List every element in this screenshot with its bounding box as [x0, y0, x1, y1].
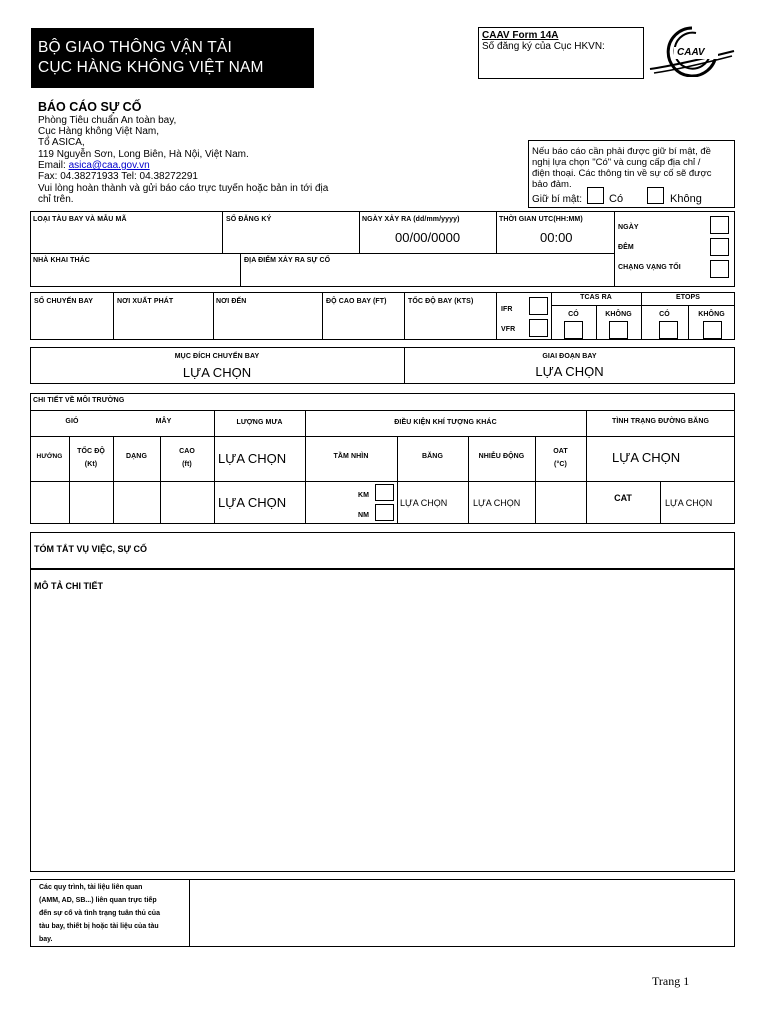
visibility-nm-checkbox[interactable] — [375, 504, 394, 521]
registration-label: Số đăng ký của Cục HKVN: — [482, 41, 605, 52]
email-line — [38, 161, 150, 172]
wind-label: GIÓ — [65, 418, 79, 425]
references-line-2: (AMM, AD, SB...) liên quan trực tiếp — [39, 897, 157, 904]
cloud-label: MÂY — [155, 418, 172, 425]
detail-description-box[interactable] — [30, 569, 735, 872]
day-label: NGÀY — [618, 224, 639, 231]
tcas-no-label: KHÔNG — [605, 311, 632, 318]
tcas-yes-checkbox[interactable] — [564, 321, 583, 339]
ministry-name: BỘ GIAO THÔNG VẬN TẢI — [38, 39, 232, 56]
night-label: ĐÊM — [618, 244, 634, 251]
visibility-nm-label: NM — [358, 512, 370, 519]
address-line-4: 119 Nguyễn Sơn, Long Biên, Hà Nội, Việt Nam. — [38, 149, 249, 160]
page-number: Trang 1 — [652, 974, 690, 988]
cloud-type-label: DẠNG — [125, 453, 147, 460]
location-label: ĐỊA ĐIỂM XẢY RA SỰ CỐ — [244, 257, 331, 264]
night-checkbox[interactable] — [710, 238, 729, 256]
report-title: BÁO CÁO SỰ CỐ — [38, 100, 142, 114]
rain-select[interactable]: LỰA CHỌN — [218, 451, 287, 466]
visibility-label: TẦM NHÌN — [333, 453, 369, 460]
occurrence-date-input[interactable]: 00/00/0000 — [395, 230, 461, 245]
ifr-label: IFR — [501, 306, 513, 313]
fax-line: Fax: 04.38271933 Tel: 04.38272291 — [38, 171, 198, 182]
references-line-4: tàu bay, thiết bị hoặc tài liệu của tàu — [39, 923, 159, 930]
instruction-line-2: chỉ trên. — [38, 194, 74, 205]
ifr-checkbox[interactable] — [529, 297, 548, 315]
registration-no-label: SỐ ĐĂNG KÝ — [226, 216, 272, 223]
flight-number-label: SỐ CHUYẾN BAY — [34, 298, 93, 305]
confidential-note-1: Nếu báo cáo cần phải được giữ bí mật, đề — [532, 146, 711, 157]
cloud-height-label-1: CAO — [179, 448, 195, 455]
flight-phase-label: GIAI ĐOẠN BAY — [542, 353, 597, 360]
summary-title: TÓM TẮT VỤ VIỆC, SỰ CỐ — [34, 544, 147, 554]
wind-direction-label: HƯỚNG — [36, 453, 63, 460]
turbulence-select[interactable]: LỰA CHỌN — [473, 498, 521, 508]
flight-purpose-select[interactable]: LỰA CHỌN — [182, 365, 252, 380]
cloud-height-label-2: (ft) — [182, 461, 192, 468]
rain-select-2[interactable]: LỰA CHỌN — [218, 495, 287, 510]
rain-label: LƯỢNG MƯA — [236, 419, 283, 426]
header-banner — [31, 28, 314, 88]
email-label: Email: — [38, 160, 69, 171]
vfr-label: VFR — [501, 326, 516, 333]
weather-other-label: ĐIỀU KIỆN KHÍ TƯỢNG KHÁC — [394, 419, 497, 426]
origin-label: NƠI XUẤT PHÁT — [117, 298, 174, 305]
twilight-label: CHẠNG VẠNG TỐI — [618, 264, 681, 271]
flight-purpose-label: MỤC ĐÍCH CHUYẾN BAY — [174, 353, 260, 360]
instruction-line-1: Vui lòng hoàn thành và gửi báo cáo trực tuyến hoặc bản in tới địa — [38, 183, 329, 194]
runway-state-label: TÌNH TRẠNG ĐƯỜNG BĂNG — [611, 418, 710, 425]
cat-select[interactable]: LỰA CHỌN — [665, 498, 713, 508]
tcas-yes-label: CÓ — [568, 311, 579, 318]
etops-yes-checkbox[interactable] — [659, 321, 678, 339]
destination-label: NƠI ĐẾN — [216, 298, 247, 305]
address-line-2: Cục Hàng không Việt Nam, — [38, 126, 159, 137]
visibility-km-label: KM — [358, 492, 370, 499]
ice-select[interactable]: LỰA CHỌN — [400, 498, 448, 508]
environment-title: CHI TIẾT VỀ MÔI TRƯỜNG — [33, 397, 125, 404]
secret-no-checkbox[interactable] — [647, 187, 664, 204]
form-code: CAAV Form 14A — [482, 30, 559, 41]
utc-time-input[interactable]: 00:00 — [540, 230, 573, 245]
secret-no-label: Không — [670, 193, 702, 205]
altitude-label: ĐỘ CAO BAY (FT) — [326, 298, 387, 305]
confidential-note-2: nghị lựa chọn "Có" và cung cấp địa chỉ / — [532, 157, 701, 168]
references-line-3: đến sự cố và tình trạng tuân thủ của — [39, 910, 160, 917]
secret-yes-label: Có — [609, 193, 624, 205]
twilight-checkbox[interactable] — [710, 260, 729, 278]
address-line-1: Phòng Tiêu chuẩn An toàn bay, — [38, 115, 177, 126]
references-line-1: Các quy trình, tài liệu liên quan — [39, 884, 143, 891]
tcas-ra-label: TCAS RA — [580, 294, 612, 301]
secret-yes-checkbox[interactable] — [587, 187, 604, 204]
address-line-3: Tổ ASICA, — [38, 137, 85, 148]
turbulence-label: NHIỄU ĐỘNG — [478, 453, 525, 460]
flight-phase-select[interactable]: LỰA CHỌN — [535, 364, 604, 379]
etops-yes-label: CÓ — [659, 311, 670, 318]
vfr-checkbox[interactable] — [529, 319, 548, 337]
wind-speed-label-1: TỐC ĐỘ — [77, 448, 105, 455]
tcas-no-checkbox[interactable] — [609, 321, 628, 339]
etops-no-label: KHÔNG — [698, 311, 725, 318]
confidential-note-3: điện thoại. Các thông tin về sự cố sẽ được — [532, 168, 712, 179]
logo-text: CAAV — [677, 47, 705, 58]
etops-no-checkbox[interactable] — [703, 321, 722, 339]
references-line-5: bay. — [39, 936, 53, 943]
oat-label-2: (°C) — [554, 461, 567, 468]
occurrence-date-label: NGÀY XẢY RA (dd/mm/yyyy) — [362, 216, 460, 223]
runway-state-select[interactable]: LỰA CHỌN — [612, 450, 681, 465]
confidential-note-4: bảo đảm. — [532, 179, 572, 190]
authority-name: CỤC HÀNG KHÔNG VIỆT NAM — [38, 59, 264, 76]
form-code-box — [478, 27, 644, 79]
etops-label: ETOPS — [675, 294, 701, 301]
wind-speed-label-2: (Kt) — [84, 461, 98, 468]
aircraft-type-label: LOẠI TÀU BAY VÀ MẪU MÃ — [33, 216, 127, 223]
operator-label: NHÀ KHAI THÁC — [33, 257, 90, 264]
day-checkbox[interactable] — [710, 216, 729, 234]
confidential-box — [528, 140, 735, 208]
keep-secret-label: Giữ bí mật: — [532, 194, 583, 205]
references-input[interactable] — [190, 880, 734, 946]
caav-logo — [648, 25, 736, 77]
cat-label: CAT — [614, 493, 632, 503]
ice-label: BĂNG — [421, 453, 443, 460]
detail-description-title: MÔ TẢ CHI TIẾT — [34, 581, 103, 591]
speed-label: TỐC ĐỘ BAY (KTS) — [408, 298, 474, 305]
visibility-km-checkbox[interactable] — [375, 484, 394, 501]
utc-time-label: THỜI GIAN UTC(HH:MM) — [499, 216, 583, 223]
email-link[interactable]: asica@caa.gov.vn — [68, 160, 150, 171]
oat-label-1: OAT — [553, 448, 568, 455]
